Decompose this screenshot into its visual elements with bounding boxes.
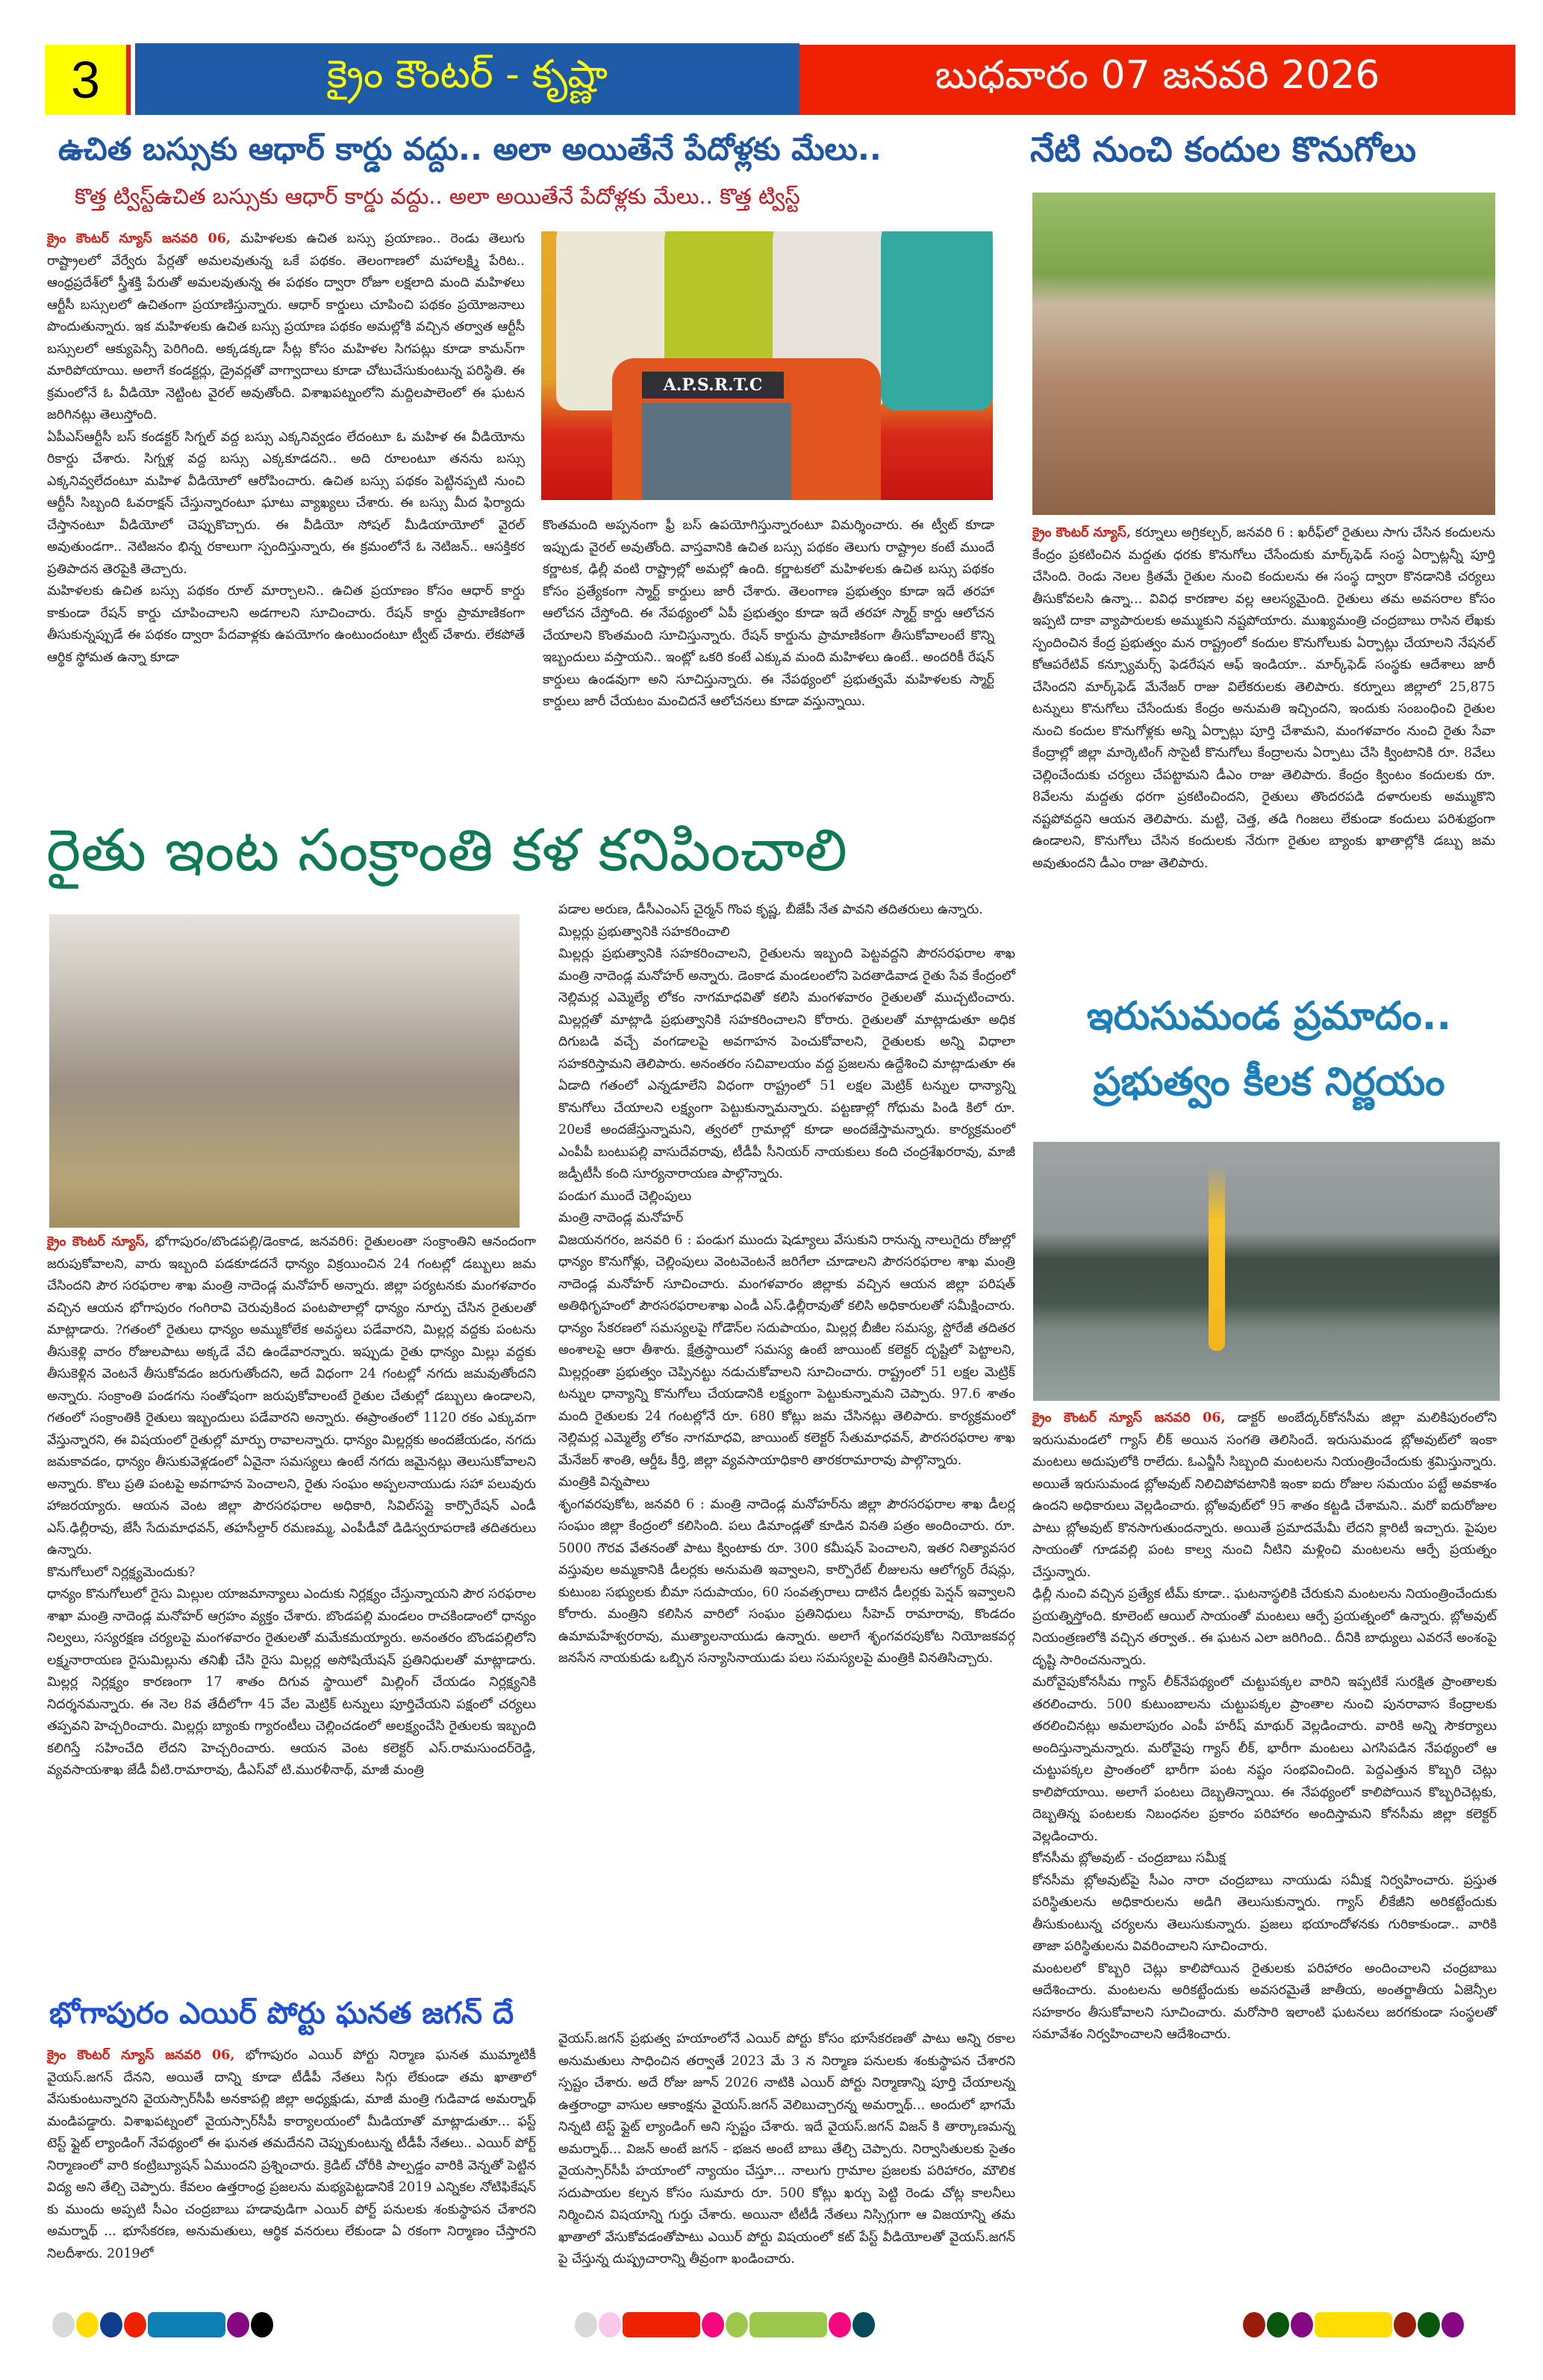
airport-article-col1 bbox=[47, 2045, 536, 2265]
bus-headline: ఉచిత బస్సుకు ఆధార్ కార్డు వద్దు.. అలా అయితేనే పేదోళ్లకు మేలు.. bbox=[58, 131, 882, 167]
flame bbox=[1209, 1164, 1225, 1351]
registration-marks-center bbox=[575, 2312, 875, 2337]
bus-paragraph-2: ఏపీఎస్ఆర్టీసీ బస్ కండక్టర్ సిగ్నల్ వద్ద బస్సు ఎక్కనివ్వడం లేదంటూ ఓ మహిళ ఈ వీడియోను రికార్డు చేశారు. సిగ్నళ్ల వద్ద బస్సు ఎక్కకూడదని.. అది రూలంటూ తనను బస్సు ఎక్కనివ్వలేదంటూ మహిళ వీడియోలో ఆరోపించారు. ఉచిత బస్సు పథకం పెట్టినప్పటి నుంచి ఆర్టీసీ సిబ్బంది ఓవరాక్షన్ చేస్తున్నారంటూ ఘాటు వ్యాఖ్యలు చేశారు. ఈ బస్సు మీద ఫిర్యాదు చేస్తానంటూ వీడియోలో చెప్పుకొచ్చారు. ఈ వీడియో సోషల్ మీడియాయోలో వైరల్ అవుతుండగా.. నెటిజనం భిన్న రకాలుగా స్పందిస్తున్నారు, ఈ క్రమంలోనే ఓ నెటిజన్.. ఆసక్తికర ప్రతిపాదన తెరపైకి తెచ్చారు. bbox=[47, 429, 525, 577]
irusumanda-headline-line1: ఇరుసుమండ ప్రమాదం.. bbox=[1086, 994, 1452, 1039]
color-swatch bbox=[1441, 2312, 1464, 2337]
sankranti-article-col1 bbox=[47, 1231, 536, 1782]
subheading: పండుగ ముందే చెల్లింపులు bbox=[558, 1188, 692, 1204]
irusumanda-paragraph-2: ఢిల్లీ నుంచి వచ్చిన ప్రత్యేక టీమ్ కూడా.. ఘటనాస్థలికి చేరుకుని మంటలను నియంత్రించేందుకు ప్రయత్నిస్తోంది. కూలెంట్ ఆయిల్ సాయంతో మంటలు ఆర్పే ప్రయత్నంలో ఉన్నారు. బ్లోఅవుట్ నియంత్రణలోకి వచ్చిన తర్వాత.. ఈ ఘటన ఎలా జరిగింది.. దీనికి బాధ్యులు ఎవరనే అంశంపై దృష్టి సారించనున్నారు. bbox=[1032, 1587, 1497, 1668]
bus-paragraph-1: క్రైం కౌంటర్ న్యూస్ జనవరి 06, మహిళలకు ఉచిత బస్సు ప్రయాణం.. రెండు తెలుగు రాష్ట్రాలలో వేర్వేరు పేర్లతో అమలవుతున్న ఒకే పథకం. తెలంగాణలో మహాలక్ష్మి పేరిట.. ఆంధ్రప్రదేశ్‌లో స్త్రీశక్తి పేరుతో అమలవుతున్న ఈ పథకం ద్వారా రోజూ లక్షలాది మంది మహిళలు ఆర్టీసీ బస్సులలో ఉచితంగా ప్రయాణిస్తున్నారు. ఆధార్ కార్డులు చూపించి పథకం ప్రయోజనాలు పొందుతున్నారు. ఇక మహిళలకు ఉచిత బస్సు ప్రయాణ పథకం అమల్లోకి వచ్చిన తర్వాత ఆర్టీసీ బస్సులలో ఆక్యుపెన్సీ పెరిగింది. అక్కడక్కడా సీట్ల కోసం మహిళల సిగపట్లు కూడా కామన్‌గా మారిపోయాయి. అలాగే కండక్టర్లు, డ్రైవర్లతో వాగ్వాదాలు కూడా చోటుచేసుకుంటున్న పరిస్థితి. ఈ క్రమంలోనే ఓ వీడియో నెట్టింట వైరల్ అవుతోంది. విశాఖపట్నంలోని మద్దిలపాలెంలో ఈ ఘటన జరిగినట్లు తెలుస్తోంది. bbox=[47, 231, 525, 422]
bus-windshield bbox=[642, 403, 791, 500]
color-swatch bbox=[829, 2312, 851, 2337]
dateline: క్రైం కౌంటర్ న్యూస్, bbox=[47, 1234, 149, 1249]
subheading: మంత్రి నాదెండ్ల మనోహర్ bbox=[558, 1211, 684, 1225]
gas-blowout-fire-image bbox=[1033, 1142, 1500, 1401]
color-swatch bbox=[1315, 2312, 1392, 2337]
bus-scheme-image bbox=[541, 231, 993, 500]
color-swatch bbox=[124, 2312, 146, 2337]
page-number: 3 bbox=[45, 45, 131, 115]
grain-drying-image bbox=[1032, 193, 1495, 515]
bus-paragraph-3: మహిళలకు ఉచిత బస్సు పథకం రూల్ మార్చాలని.. ఉచిత ప్రయాణం కోసం ఆధార్ కార్డు కాకుండా రేషన్ కార్డు చూపించాలని అడగాలని సూచించారు. రేషన్ కార్డు ప్రామాణికంగా తీసుకున్నప్పుడే ఈ పథకం ద్వారా పేదవాళ్లకు ఉపయోగం ఉంటుందంటూ ట్వీట్ చేశారు. లేకపోతే ఆర్థిక స్థోమత ఉన్నా కూడా bbox=[47, 584, 525, 665]
issue-date: బుధవారం 07 జనవరి 2026 bbox=[799, 45, 1515, 115]
color-swatch bbox=[575, 2312, 597, 2337]
dateline: క్రైం కౌంటర్ న్యూస్, bbox=[1032, 525, 1132, 540]
kandulu-headline: నేటి నుంచి కందుల కొనుగోలు bbox=[1030, 129, 1417, 169]
color-swatch bbox=[76, 2312, 99, 2337]
bus-subheadline: కొత్త ట్విస్ట్ఉచిత బస్సుకు ఆధార్ కార్డు వద్దు.. అలా అయితేనే పేదోళ్లకు మేలు.. కొత్త ట్విస్ట్ bbox=[75, 184, 800, 209]
color-swatch bbox=[623, 2312, 700, 2337]
bus-article-col2 bbox=[543, 515, 994, 713]
airport-headline: భోగాపురం ఎయిర్ పోర్టు ఘనత జగన్ దే bbox=[49, 1996, 514, 2031]
airport-paragraph-2: వైయస్.జగన్ ప్రభుత్వ హయాంలోనే ఎయిర్ పోర్టు కోసం భూసేకరణతో పాటు అన్ని రకాల అనుమతులు సాధించిన తర్వాతే 2023 మే 3 న నిర్మాణ పనులకు శంకుస్థాపన చేశారని స్పష్టం చేశారు. అదే రోజు జూన్ 2026 నాటికి ఎయిర్ పోర్టు నిర్మాణాన్ని పూర్తి చేయాలన్న ఉత్తరాంధ్రా వాసుల ఆకాంక్షను వైయస్.జగన్ వెలిబుచ్చారన్న అమర్నాథ్... అందులో భాగమే నిన్నటి టెస్ట్ ఫ్లైట్ ల్యాండింగ్ అని స్పష్టం చేశారు. ఇదే వైయస్.జగన్ విజన్ కి తార్కాణమన్న అమర్నాథ్... విజన్ అంటే జగన్ - భజన అంటే బాబు తేల్చి చెప్పారు. నిర్వాసితులకు సైతం వైయస్సార్‌సీపీ హయాంలో న్యాయం చేస్తూ... నాలుగు గ్రామాల ప్రజలకు పరిహారం, మౌలిక సదుపాయల కల్పన కోసం సుమారు రూ. 500 కోట్లు ఖర్చు పెట్టి రెండు చోట్ల కాలనీలు నిర్మించిన విషయాన్ని గుర్తు చేశారు. అయినా టీటీడీ నేతలు నిస్సిగ్గుగా ఆ విజయాన్ని తమ ఖాతాలో వేసుకోవడంతోపాటు ఎయిర్ పోర్టు విషయంలో కట్ పేస్ట్ వీడియోలతో వైయస్.జగన్ పై చేస్తున్న దుష్ప్రచారాన్ని తీవ్రంగా ఖండించారు. bbox=[558, 2031, 1015, 2267]
irusumanda-article bbox=[1032, 1408, 1497, 2046]
subheading: మంత్రికి విన్నపాలు bbox=[558, 1475, 650, 1490]
irusumanda-headline-line2: ప్రభుత్వం కీలక నిర్ణయం bbox=[1093, 1060, 1445, 1105]
subheading: మిల్లర్లు ప్రభుత్వానికి సహకరించాలి bbox=[558, 924, 730, 940]
color-swatch bbox=[852, 2312, 875, 2337]
sankranti-paragraph-3: పడాల అరుణ, డీసీఎంఎస్ చైర్మన్ గొంప కృష్ణ, బీజేపీ నేత పావని తదితరులు ఉన్నారు. bbox=[558, 902, 983, 917]
registration-marks-right bbox=[1243, 2312, 1464, 2337]
color-swatch bbox=[52, 2312, 75, 2337]
irusumanda-headline bbox=[1030, 984, 1508, 1115]
irusumanda-paragraph-5: మంటలలో కొబ్బరి చెట్లు కాలిపోయిన రైతులకు పరిహారం అందించాలని చంద్రబాబు ఆదేశించారు. మంటలను అరికట్టేందుకు అవసరమైతే జాతీయ, అంతర్జాతీయ ఏజెన్సీల సహకారం తీసుకోవాలని సూచించారు. మరోసారి ఇలాంటి ఘటనలు జరగకుండా సంస్థలతో సమావేశం నిర్వహించాలని ఆదేశించారు. bbox=[1032, 1961, 1497, 2042]
minister-with-farmers-image bbox=[49, 914, 520, 1228]
color-swatch bbox=[1418, 2312, 1440, 2337]
masthead bbox=[45, 45, 1515, 115]
sankranti-paragraph-4: మిల్లర్లు ప్రభుత్వానికి సహకరించాలని, రైతులను ఇబ్బంది పెట్టవద్దని పౌరసరఫరాల శాఖ మంత్రి నాదెండ్ల మనోహర్ అన్నారు. డెంకాడ మండలంలోని పెదతాడివాడ రైతు సేవ కేంద్రంలో నెల్లిమర్ల ఎమ్మెల్యే లోకం నాగమాధవితో కలిసి మంగళవారం రైతులతో ముచ్చటించారు. మిల్లర్లతో మాట్లాడి ప్రభుత్వానికి సహకరించాలని కోరారు. రైతులతో మాట్లాడుతూ అధిక దిగుబడి వచ్చే వంగడాలపై అవగాహన పెంచుకోవాలని, రైతులకు అన్ని విధాలా సహకరిస్తామని తెలిపారు. అనంతరం సచివాలయం వద్ద ప్రజలను ఉద్దేశించి మాట్లాడుతూ ఈ ఏడాది గతంలో ఎన్నడూలేని విధంగా రాష్ట్రంలో 51 లక్షల మెట్రిక్ టన్నుల ధాన్యాన్ని కొనుగోలు చేయాలని లక్ష్యంగా పెట్టుకున్నామన్నారు. పట్టణాల్లో గోధుమ పిండి కిలో రూ. 20లకే అందజేస్తున్నామని, త్వరలో గ్రామాల్లో కూడా అందజేస్తామన్నారు. కార్యక్రమంలో ఎంపీపీ బంటుపల్లి వాసుదేవరావు, టీడీపీ సీనియర్ నాయకులు కంది చంద్రశేఖరరావు, మాజీ జడ్పీటీసీ కంది సూర్యనారాయణ పాల్గొన్నారు. bbox=[558, 946, 1015, 1181]
color-swatch bbox=[1267, 2312, 1289, 2337]
sankranti-paragraph-1: క్రైం కౌంటర్ న్యూస్, భోగాపురం/బొండపల్లి/డెంకాడ, జనవరి6: రైతులంతా సంక్రాంతిని ఆనందంగా జరుపుకోవాలని, వారు ఇబ్బంది పడకూడదనే ధాన్యం విక్రయించిన 24 గంటల్లో డబ్బులు జమ చేసిందని పౌర సరఫరాల శాఖ మంత్రి నాదెండ్ల మనోహర్ అన్నారు. జిల్లా పర్యటనకు మంగళవారం వచ్చిన ఆయన భోగాపురం గంగిరావి చెరువుకింద పంటపొలాల్లో ధాన్యం నూర్పు చేసిన రైతులతో మాట్లాడారు. ?గతంలో రైతులు ధాన్యం అమ్ముకోలేక అవస్థలు పడేవారని, మిల్లర్ల వద్దకు పంటను తీసుకెళ్లి వారం రోజులపాటు అక్కడే వేచి ఉండేవారన్నారు. ఇప్పుడు రైతు ధాన్యం మిల్లు వద్దకు తీసుకెళ్లిన వెంటనే తీసుకోవడం జరుగుతోందని, అదే విధంగా 24 గంటల్లో నగదు జమవుతోందని అన్నారు. సంక్రాంతి పండగను సంతోషంగా జరుపుకోవాలంటే రైతుల చేతుల్లో డబ్బులు ఉండాలని, గతంలో సంక్రాంతికి రైతులు ఇబ్బందులు పడేవారని అన్నారు. ఈప్రాంతంలో 1120 రకం ఎక్కువగా వేస్తున్నారని, ఈ విషయంలో రైతుల్లో మార్పు రావాలన్నారు. ధాన్యం మిల్లర్లకు అందజేయడం, నగదు జమకావడం, ధాన్యం తీసుకువెళ్లడంలో ఏవైనా సమస్యలు ఉంటే నగదు జమైనట్లు తెలుసుకోవాలని అన్నారు. కొలు ప్రతి పంటపై అవగాహన పెంచాలని, రైతు సంఘం అప్పలనాయుడు సహా పలువురు హాజరయ్యారు. ఆయన వెంట జిల్లా పౌరసరఫరాల అధికారి, సివిల్‌సప్లై కార్పొరేషన్ ఎండీ ఎస్.ఢిల్లీరావు, జేసీ సేదుమాధవన్, తహసీల్దార్ రమణమ్మ, ఎంపీడీవో డిడిస్వరూపరాణి తదితరులు ఉన్నారు. bbox=[47, 1234, 536, 1558]
sankranti-paragraph-6: శృంగవరపుకోట, జనవరి 6 : మంత్రి నాదెండ్ల మనోహర్‌ను జిల్లా పౌరసరఫరాల శాఖ డీలర్ల సంఘం జిల్లా కేంద్రంలో కలిసింది. పలు డిమాండ్లతో కూడిన వినతి పత్రం అందించారు. రూ. 5000 గౌరవ వేతనంతో పాటు క్వింటాకు రూ. 300 కమీషన్ పెంచాలని, ఇతర నిత్యావసర వస్తువుల అమ్మకానికి డీలర్లకు అనుమతి ఇవ్వాలని, కార్పొరేట్ లీజులను ఆలోగ్యర్ రేషన్లు, కుటుంబ సభ్యులకు బీమా సదుపాయం, 60 సంవత్సరాలు దాటిన డీలర్లకు పెన్షన్ ఇవ్వాలని కోరారు. మంత్రిని కలిసిన వారిలో సంఘం ప్రతినిధులు సీహెచ్ రామారావు, కొండదం ఉమామహేశ్వరరావు, ముత్యాలనాయుడు ఉన్నారు. అలాగే శృంగవరపుకోట నియోజకవర్గ జనసేన నాయకుడు ఒబ్బిన సన్యాసినాయుడు పలు సమస్యలపై మంత్రికి వినతిసిచ్చారు. bbox=[558, 1496, 1015, 1666]
airport-article-col2 bbox=[558, 2028, 1015, 2271]
sankranti-headline: రైతు ఇంట సంక్రాంతి కళ కనిపించాలి bbox=[46, 817, 847, 884]
sankranti-paragraph-2: ధాన్యం కొనుగోలులో రైసు మిల్లుల యాజమాన్యాలు ఎందుకు నిర్లక్ష్యం చేస్తున్నాయని పౌర సరఫరాల శాఖా మంత్రి నాదెండ్ల మనోహర్ ఆగ్రహం వ్యక్తం చేశారు. బొండపల్లి మండలం రాచకిండాంలో ధాన్యం నిల్వలు, సస్యరక్షణ చర్యలపై మంగళవారం రైతులతో మమేకమయ్యారు. అనంతరం బొండపల్లిలోని లక్ష్మనారాయణ రైసుమిల్లును తనిఖీ చేసి రైసు మిల్లర్ల అసోషియేషన్ ప్రతినిధులతో మాట్లాడారు. మిల్లర్ల నిర్లక్ష్యం కారణంగా 17 శాతం దిగువ స్థాయిలో మిల్లింగ్ చేయడం నిర్లక్ష్యనికి నిదర్శనమన్నారు. ఈ నెల 8వ తేదీలోగా 45 వేల మెట్రిక్ టన్నులు పూర్తిచేయని పక్షంలో చర్యలు తప్పవని హెచ్చరించారు. మిల్లర్లు బ్యాంకు గ్యారంటీలు చెల్లించడంలో అలక్ష్యంచేసి రైతులకు ఇబ్బంది కలిగిస్తే సహించేది లేదని హెచ్చరించారు. ఆయన వెంట కలెక్టర్ ఎస్.రామసుందర్‌రెడ్డి, వ్యవసాయశాఖ జేడీ వీటి.రామారావు, డీఎస్‌వో టి.మురళీనాథ్, మాజీ మంత్రి bbox=[47, 1587, 536, 1778]
color-swatch bbox=[1394, 2312, 1416, 2337]
dateline: క్రైం కౌంటర్ న్యూస్ జనవరి 06, bbox=[1032, 1411, 1226, 1425]
irusumanda-paragraph-4: కోనసీమ బ్లోఅవుట్‌పై సీఎం నారా చంద్రబాబు నాయుడు సమీక్ష నిర్వహించారు. ప్రస్తుత పరిస్థితులను అధికారులను అడిగి తెలుసుకున్నారు. గ్యాస్ లీకేజీని అరికట్టేందుకు తీసుకుంటున్న చర్యలను తెలుసుకున్నారు. ప్రజలు భయాందోళనకు గురికాకుండా.. వారికి తాజా పరిస్థితులను వివరించాలని సూచించారు. bbox=[1032, 1873, 1497, 1954]
woman-figure bbox=[881, 231, 993, 410]
paper-title: క్రైం కౌంటర్ - కృష్ణా bbox=[135, 43, 799, 115]
registration-marks-left bbox=[52, 2312, 273, 2337]
kandulu-paragraph: క్రైం కౌంటర్ న్యూస్, కర్నూలు అగ్రికల్చర్, జనవరి 6 : ఖరీఫ్‌లో రైతులు సాగు చేసిన కందులను కేంద్రం ప్రకటించిన మద్దతు ధరకు కొనుగోలు చేసేందుకు మార్క్‌ఫెడ్ సంస్థ ఏర్పాట్లన్నీ పూర్తి చేసింది. రెండు నెలల క్రితమే రైతుల నుంచి కందులను ఈ సంస్థ ద్వారా కొనడానికి చర్యలు తీసుకోవలసి ఉన్నా... వివిధ కారణాల వల్ల ఆలస్యమైంది. రైతులు తమ అవసరాల కోసం ఇప్పటి దాకా వ్యాపారులకు అమ్ముకుని నష్టపోయారు. ముఖ్యమంత్రి చంద్రబాబు రాసిన లేఖకు స్పందించిన కేంద్ర ప్రభుత్వం మన రాష్ట్రంలో కందుల కొనుగోలుకు ఏర్పాట్లు చేయాలని నేషనల్ కోఆపరేటివ్ కన్స్యూమర్స్ ఫెడరేషన ఆఫ్ ఇండియా.. మార్క్‌ఫెడ్ సంస్థకు ఆదేశాలు జారీ చేసిందని మార్క్‌ఫెడ్ మేనేజర్ రాజు విలేకరులకు తెలిపారు. కర్నూలు జిల్లాలో 25,875 టన్నులు కొనుగోలు చేసేందుకు కేంద్రం అనుమతి ఇచ్చిందని, ఇందుకు సంబంధించి రైతుల నుంచి కందుల కొనుగోళ్లకు అన్ని ఏర్పాట్లు పూర్తి చేశామని, మంగళవారం నుంచి రైతు సేవా కేంద్రాల్లో జిల్లా మార్కెటింగ్ సొసైటీ కొనుగోలు కేంద్రాలను ఏర్పాటు చేసి క్వింటానికి రూ. 8వేలు చెల్లించేందుకు చర్యలు చేపట్టామని డీఎం రాజు తెలిపారు. కేంద్రం క్వింటం కందులకు రూ. 8వేలను మద్దతు ధరగా ప్రకటించిందని, రైతులు తొందరపడి దళారులకు అమ్ముకొని నష్టపోవద్దని ఆయన తెలిపారు. మట్టి, చెత్త, తడి గింజలు లేకుండా కందులు పరిశుభ్రంగా ఉండాలని, కొనుగోలు చేసిన కందులకు నేరుగా రైతుల బ్యాంకు ఖాతాల్లోకి డబ్బు జమ అవుతుందని డీఎం రాజు తెలిపారు. bbox=[1032, 525, 1495, 871]
color-swatch bbox=[148, 2312, 225, 2337]
color-swatch bbox=[599, 2312, 621, 2337]
color-swatch bbox=[227, 2312, 249, 2337]
color-swatch bbox=[251, 2312, 273, 2337]
color-swatch bbox=[1291, 2312, 1313, 2337]
color-swatch bbox=[702, 2312, 724, 2337]
dateline: క్రైం కౌంటర్ న్యూస్ జనవరి 06, bbox=[47, 231, 231, 246]
color-swatch bbox=[1243, 2312, 1265, 2337]
airport-paragraph-1: క్రైం కౌంటర్ న్యూస్ జనవరి 06, భోగాపురం ఎయిర్ పోర్టు నిర్మాణ ఘనత ముమ్మాటికీ వైయస్.జగన్ దేనని, అయితే దాన్ని కూడా టీడీపీ నేతలు సిగ్గు లేకుండా తమ ఖాతాలో వేసుకుంటున్నారని వైయస్సార్‌సీపీ అనకాపల్లి జిల్లా అధ్యక్షుడు, మాజీ మంత్రి గుడివాడ అమర్నాథ్ మండిపడ్డారు. విశాఖపట్నంలో వైయస్సార్‌సీపీ కార్యాలయంలో మీడియాతో మాట్లాడుతూ... ఫస్ట్ టెస్ట్ ఫ్లైట్ ల్యాండింగ్ నేపథ్యంలో ఈ ఘనత తమదేనని చెప్పుకుంటున్న టీడీపీ నేతలు.. ఎయిర్ పోర్ట్ నిర్మాణంలో వారి కంట్రిబ్యూషన్ ఏముందని ప్రశ్నించారు. క్రెడిట్ చోరీకి పాల్పడ్డం వారికి వెన్నతో పెట్టిన విద్య అని తేల్చి చెప్పారు. కేవలం ఉత్తరాంధ్ర ప్రజలను మభ్యపెట్టడానికే 2019 ఎన్నికల నోటిఫికేషన్ కు ముందు అప్పటి సీఎం చంద్రబాబు హడావుడిగా ఎయిర్ పోర్ట్ పనులకు శంకుస్థాపన చేశారని అమర్నాథ్ ... భూసేకరణ, అనుమతులు, ఆర్థిక వనరులు లేకుండా ఏ రకంగా నిర్మాణం చేస్తారని నిలదీశారు. 2019లో bbox=[47, 2048, 536, 2261]
sankranti-paragraph-5: విజయనగరం, జనవరి 6 : పండుగ ముందు షెడ్యూలు వేసుకుని రానున్న నాలుగైదు రోజుల్లో ధాన్యం కొనుగోళ్లు, చెల్లింపులు వెంటవెంటనే జరిగేలా చూడాలని పౌరసరఫరాల శాఖ మంత్రి నాదెండ్ల మనోహర్ సూచించారు. మంగళవారం జిల్లాకు వచ్చిన ఆయన జిల్లా పరిషత్ అతిథిగృహంలో పౌరసరఫరాలశాఖ ఎండీ ఎస్.ఢిల్లీరావుతో కలిసి అధికారులతో సమీక్షించారు. ధాన్యం సేకరణలో సమస్యలపై గోడౌన్‌ల సదుపాయం, మిల్లర్ల బీజీల సమస్య, స్టోరేజీ తదితర అంశాలపై ఆరా తీశారు. క్షేత్రస్థాయిలో సమస్య ఉంటే జాయింట్ కలెక్టర్ దృష్టిలో పెట్టాలని, మిల్లర్లంతా ప్రభుత్వం చెప్పినట్టు నడుచుకోవాలని సూచించారు. రాష్ట్రంలో 51 లక్షల మెట్రిక్ టన్నుల ధాన్యాన్ని కొనుగోలు చేయడానికి లక్ష్యంగా పెట్టుకున్నామని చెప్పారు. 97.6 శాతం మంది రైతులకు 24 గంటల్లోనే రూ. 680 కోట్లు జమ చేసినట్లు తెలిపారు. కార్యక్రమంలో నెల్లిమర్ల ఎమ్మెల్యే లోకం నాగమాధవి, జాయింట్ కలెక్టర్ సేతుమాధవన్, పౌరసరఫరాల శాఖ మేనేజర్ శాంతి, ఆర్డీఓ కీర్తి, జిల్లా వ్యవసాయాధికారి తారకరామారావు పాల్గొన్నారు. bbox=[558, 1232, 1015, 1468]
bus-sign: A.P.S.R.T.C bbox=[642, 372, 784, 399]
color-swatch bbox=[726, 2312, 748, 2337]
color-swatch bbox=[100, 2312, 122, 2337]
kandulu-article bbox=[1032, 522, 1495, 875]
subheading: కోనసీమ బ్లోఅవుట్ - చంద్రబాబు సమీక్ష bbox=[1032, 1851, 1226, 1866]
bus-article-col1 bbox=[47, 228, 525, 669]
color-swatch bbox=[749, 2312, 827, 2337]
dateline: క్రైం కౌంటర్ న్యూస్ జనవరి 06, bbox=[47, 2048, 235, 2063]
sankranti-article-col2 bbox=[558, 899, 1015, 1670]
subheading: కొనుగోలులో నిర్లక్ష్యమెందుకు? bbox=[47, 1564, 196, 1580]
irusumanda-paragraph-3: మరోవైపుకోనసీమ గ్యాస్ లీక్‌నేపథ్యంలో చుట్టుపక్కల వారిని ఇప్పటికే సురక్షిత ప్రాంతాలకు తరలించారు. 500 కుటుంబాలను చుట్టుపక్కల ప్రాంతాల నుంచి పునరావాస కేంద్రాలకు తరలించినట్లు అమలాపురం ఎంపీ హరీష్ మాథుర్ వెల్లడించారు. వారికి అన్ని సౌకర్యాలు అందిస్తున్నామన్నారు. మరోవైపు గ్యాస్ లీక్, భారీగా మంటలు ఎగసిపడిన నేపథ్యంలో ఆ చుట్టుపక్కల ప్రాంతంలో భారీగా పంట నష్టం సంభవించింది. పెద్దఎత్తున కొబ్బరి చెట్లు కాలిపోయాయి. అలాగే పంటలు దెబ్బతిన్నాయి. ఈ నేపథ్యంలో కాలిపోయిన కొబ్బరిచెట్లకు, దెబ్బతిన్న పంటలకు నిబంధనల ప్రకారం పరిహారం అందిస్తామని కోనసీమ జిల్లా కలెక్టర్ వెల్లడించారు. bbox=[1032, 1675, 1497, 1844]
bus-graphic bbox=[612, 358, 881, 500]
irusumanda-paragraph-1: క్రైం కౌంటర్ న్యూస్ జనవరి 06, డాక్టర్ అంబేద్కర్‌కోనసీమ జిల్లా మలికిపురంలోని ఇరుసుమండలో గ్యాస్ లీక్ అయిన సంగతి తెలిసిందే. ఇరుసుమండ బ్లోఅవుట్‌లో ఇంకా మంటలు అదుపులోకి రాలేదు. ఓఎన్జీసీ సిబ్బంది మంటలను నియంత్రించేందుకు శ్రమిస్తున్నారు. అయితే ఇరుసుమండ బ్లోఅవుట్ నిలిచిపోవటానికి ఇంకా ఐదు రోజుల సమయం పట్టే అవకాశం ఉందని అధికారులు వెల్లడించారు. బ్లోఅవుట్‌లో 95 శాతం కట్టడి చేశామని.. మరో ఐదురోజుల పాటు బ్లోఅవుట్ కొనసాగుతుందన్నారు. అయితే ప్రమాదమేమీ లేదని క్లారిటీ ఇచ్చారు. పైపుల సాయంతో గూడవల్లి పంట కాల్వ నుంచి నీటిని మళ్లించి మంటలను ఆర్పే ప్రయత్నం చేస్తున్నారు. bbox=[1032, 1411, 1497, 1580]
bus-paragraph-4: కొంతమంది అప్పనంగా ఫ్రీ బస్ ఉపయోగిస్తున్నారంటూ విమర్శించారు. ఈ ట్వీట్ కూడా ఇప్పుడు వైరల్ అవుతోంది. వాస్తవానికి ఉచిత బస్సు పథకం తెలుగు రాష్ట్రాల కంటే ముందే కర్ణాటక, ఢిల్లీ వంటి రాష్ట్రాల్లో అమల్లో ఉంది. కర్ణాటకలో మహిళలకు ఉచిత బస్సు పథకం కోసం ప్రత్యేకంగా స్మార్ట్ కార్డులు జారీ చేశారు. తెలంగాణ ప్రభుత్వం కూడా ఇదే తరహా ఆలోచన చేస్తోంది. ఈ నేపథ్యంలో ఏపీ ప్రభుత్వం కూడా ఇదే తరహా స్మార్ట్ కార్డు ఆలోచన చేయాలని కొంతమంది సూచిస్తున్నారు. రేషన్ కార్డును ప్రామాణికంగా తీసుకోవాలంటే కొన్ని ఇబ్బందులు వస్తాయని.. ఇంట్లో ఒకరి కంటే ఎక్కువ మంది మహిళలు ఉంటే.. అందరికీ రేషన్ కార్డులు ఉండవుగా అని సూచిస్తున్నారు. ఈ నేపథ్యంలో ప్రభుత్వమే మహిళలకు స్మార్ట్ కార్డులు జారీ చేయటం మంచిదనే ఆలోచనలు కూడా వస్తున్నాయి. bbox=[543, 518, 994, 709]
